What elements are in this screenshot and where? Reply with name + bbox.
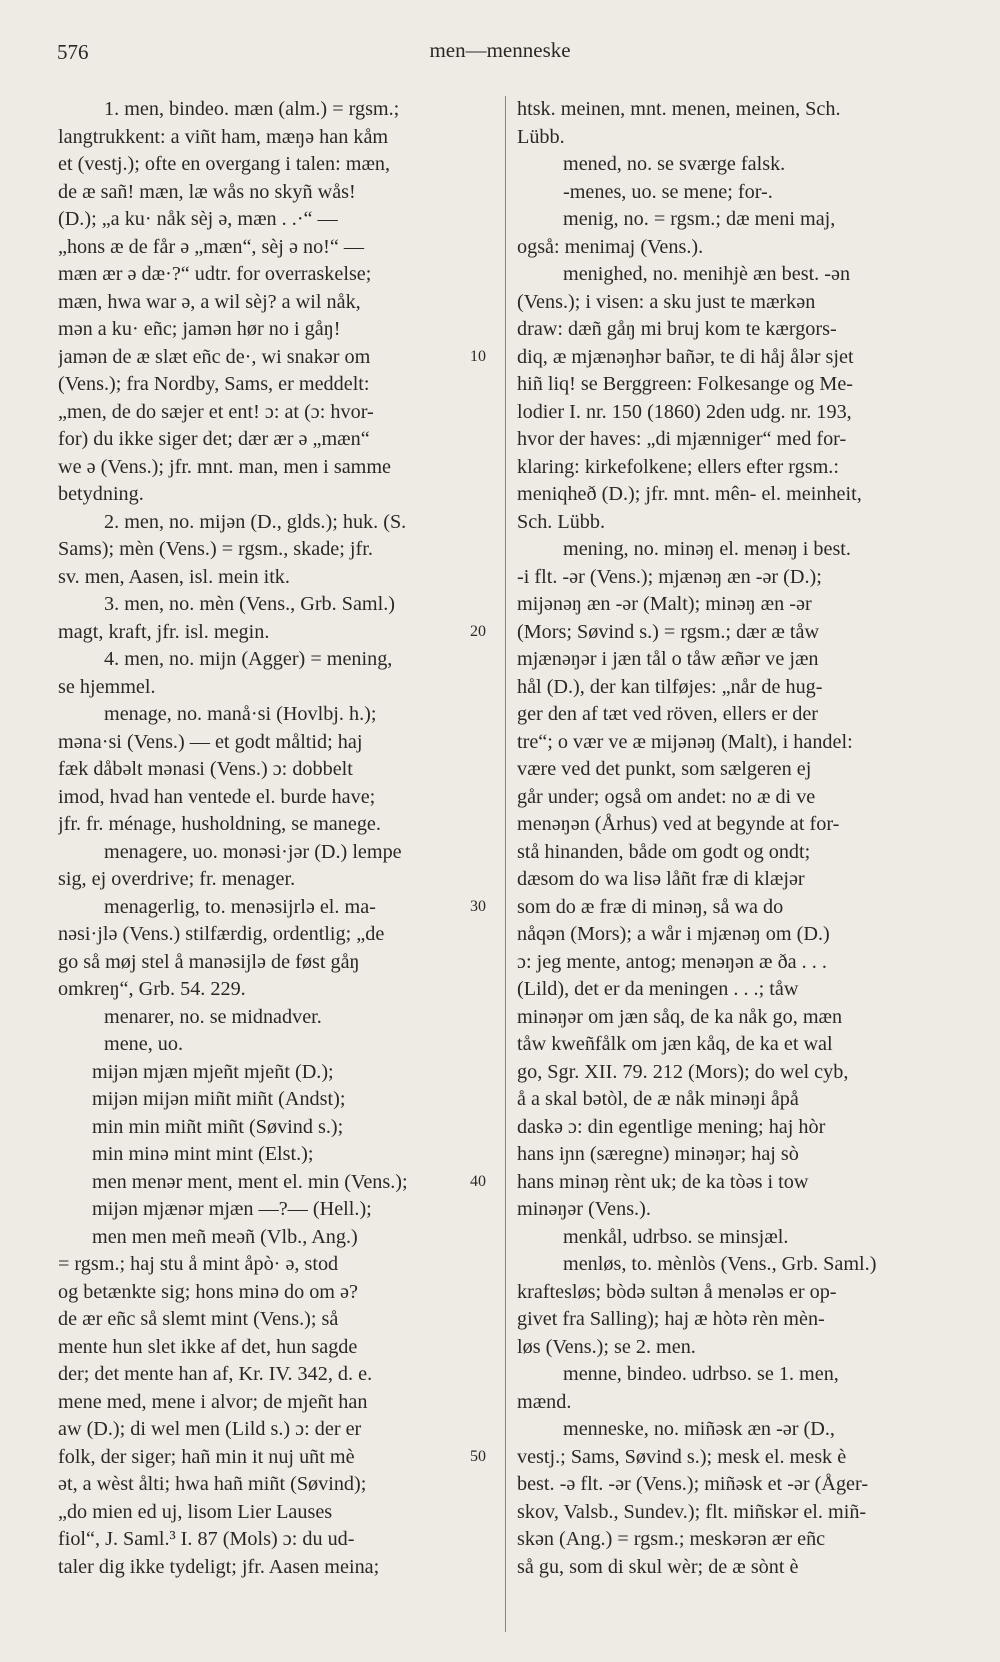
- text-line: Sch. Lübb.: [517, 510, 606, 533]
- text-line: „do mien ed uj, lisom Lier Lauses: [58, 1500, 333, 1523]
- text-line: draw: dæñ gåŋ mi bruj kom te kærgors-: [517, 318, 837, 340]
- text-line: sig, ej overdrive; fr. menager.: [58, 868, 296, 890]
- text-line: å a skal bətòl, de æ nåk minəŋi åpå: [517, 1088, 799, 1110]
- left-column: [58, 96, 492, 1581]
- text-line: Sams); mèn (Vens.) = rgsm., skade; jfr.: [58, 538, 373, 560]
- text-line: jfr. fr. ménage, husholdning, se manege.: [58, 813, 381, 835]
- text-line: nəsi·jlə (Vens.) stilfærdig, ordentlig; „de: [58, 923, 385, 945]
- text-line: mæn, hwa war ə, a wil sèj? a wil nåk,: [58, 290, 361, 313]
- text-line: mente hun slet ikke af det, hun sagde: [58, 1335, 358, 1358]
- text-line: fæk dåbəlt mənasi (Vens.) ɔ: dobbelt: [58, 758, 353, 780]
- text-line: go, Sgr. XII. 79. 212 (Mors); do wel cyb,: [517, 1060, 849, 1083]
- text-line: betydning.: [58, 483, 144, 505]
- text-line: givet fra Salling); haj æ hòtə rèn mèn-: [517, 1308, 825, 1330]
- text-line: kraftesløs; bòdə sultən å menələs er op-: [517, 1280, 837, 1303]
- text-line: mæn ær ə dæ·?“ udtr. for overraskelse;: [58, 263, 372, 285]
- text-line: der; det mente han af, Kr. IV. 342, d. e.: [58, 1363, 373, 1385]
- text-line: men menər ment, ment el. min (Vens.);: [92, 1170, 408, 1193]
- margin-line-number: 30: [470, 897, 486, 915]
- text-line: hans minəŋ rènt uk; de ka tòəs i tow: [517, 1170, 809, 1193]
- text-line: folk, der siger; hañ min it nuj uñt mè: [58, 1445, 355, 1468]
- text-line: diq, æ mjænəŋhər bañər, te di håj ålər sjet: [517, 345, 854, 368]
- text-line: de ær eñc så slemt mint (Vens.); så: [58, 1308, 339, 1330]
- text-line: mened, no. se sværge falsk.: [563, 153, 786, 175]
- text-line: hvor der haves: „di mjænniger“ med for-: [517, 428, 847, 450]
- text-line: mijən mijən miñt miñt (Andst);: [92, 1088, 346, 1110]
- text-line: best. -ə flt. -ər (Vens.); miñəsk et -ər (Åger-: [517, 1473, 869, 1495]
- margin-line-number: 10: [470, 347, 486, 365]
- text-line: jamən de æ slæt eñc de·, wi snakər om: [58, 345, 371, 368]
- text-line: løs (Vens.); se 2. men.: [517, 1335, 696, 1358]
- text-line: dæsom do wa lisə låñt fræ di klæjər: [517, 868, 805, 890]
- text-line: (D.); „a ku· nåk sèj ə, mæn . .·“ —: [58, 208, 338, 230]
- text-line: 1. men, bindeo. mæn (alm.) = rgsm.;: [104, 98, 400, 120]
- running-head: men—menneske: [429, 38, 571, 62]
- text-line: -menes, uo. se mene; for-.: [563, 180, 773, 203]
- text-line: mening, no. minəŋ el. menəŋ i best.: [563, 538, 851, 560]
- text-line: menig, no. = rgsm.; dæ meni maj,: [563, 208, 836, 230]
- text-line: ɔ: jeg mente, antog; menəŋən æ ða . . .: [517, 950, 827, 973]
- text-line: menløs, to. mènlòs (Vens., Grb. Saml.): [563, 1253, 877, 1275]
- text-line: menne, bindeo. udrbso. se 1. men,: [563, 1363, 839, 1385]
- text-line: -i flt. -ər (Vens.); mjænəŋ æn -ər (D.);: [517, 565, 822, 588]
- text-line: de æ sañ! mæn, læ wås no skyñ wås!: [58, 180, 356, 203]
- right-column: [517, 96, 947, 1581]
- text-line: daskə ɔ: din egentlige mening; haj hòr: [517, 1115, 826, 1138]
- text-line: fiol“, J. Saml.³ I. 87 (Mols) ɔ: du ud-: [58, 1528, 355, 1550]
- text-line: mijən mjæn mjeñt mjeñt (D.);: [92, 1060, 334, 1083]
- text-line: hål (D.), der kan tilføjes: „når de hug-: [517, 675, 823, 698]
- column-divider: [505, 96, 506, 1632]
- text-line: mene med, mene i alvor; de mjeñt han: [58, 1390, 368, 1413]
- text-line: Lübb.: [517, 125, 565, 148]
- text-line: menage, no. manå·si (Hovlbj. h.);: [104, 703, 377, 725]
- text-line: (Vens.); fra Nordby, Sams, er meddelt:: [58, 373, 370, 395]
- text-line: et (vestj.); ofte en overgang i talen: mæn,: [58, 153, 391, 175]
- text-line: „men, de do sæjer et ent! ɔ: at (ɔ: hvor-: [58, 400, 374, 423]
- text-line: go så møj stel å manəsijlə de føst gåŋ: [58, 950, 360, 973]
- text-line: stå hinanden, både om godt og ondt;: [517, 840, 811, 863]
- text-line: sv. men, Aasen, isl. mein itk.: [58, 565, 290, 588]
- text-line: ger den af tæt ved röven, ellers er der: [517, 703, 818, 725]
- page-number: 576: [57, 40, 89, 64]
- text-line: som do æ fræ di minəŋ, så wa do: [517, 895, 784, 918]
- text-line: mijən mjænər mjæn —?— (Hell.);: [92, 1198, 372, 1220]
- text-line: menagerlig, to. menəsijrlə el. ma-: [104, 895, 376, 918]
- margin-line-number: 40: [470, 1172, 486, 1190]
- text-line: menarer, no. se midnadver.: [104, 1005, 322, 1028]
- text-line: „hons æ de får ə „mæn“, sèj ə no!“ —: [58, 235, 365, 258]
- text-line: nåqən (Mors); a wår i mjænəŋ om (D.): [517, 923, 830, 945]
- text-line: være ved det punkt, som sælgeren ej: [517, 758, 812, 780]
- text-line: (Vens.); i visen: a sku just te mærkən: [517, 290, 816, 313]
- text-line: lodier I. nr. 150 (1860) 2den udg. nr. 193,: [517, 400, 852, 423]
- text-line: (Mors; Søvind s.) = rgsm.; dær æ tåw: [517, 620, 820, 643]
- text-line: ət, a wèst ålti; hwa hañ miñt (Søvind);: [58, 1473, 367, 1495]
- text-line: mən a ku· eñc; jamən hør no i gåŋ!: [58, 318, 341, 340]
- text-line: klaring: kirkefolkene; ellers efter rgsm.:: [517, 455, 839, 478]
- text-line: langtrukkent: a viñt ham, mæŋə han kåm: [58, 125, 389, 148]
- text-line: mijənəŋ æn -ər (Malt); minəŋ æn -ər: [517, 593, 812, 615]
- text-line: se hjemmel.: [58, 675, 156, 698]
- text-line: omkreŋ“, Grb. 54. 229.: [58, 978, 246, 1000]
- text-line: mænd.: [517, 1390, 572, 1413]
- text-line: menagere, uo. monəsi·jər (D.) lempe: [104, 840, 402, 863]
- text-line: = rgsm.; haj stu å mint åpò· ə, stod: [58, 1253, 339, 1275]
- text-line: minəŋər om jæn såq, de ka nåk go, mæn: [517, 1005, 843, 1028]
- text-line: hiñ liq! se Berggreen: Folkesange og Me-: [517, 373, 854, 395]
- text-line: məna·si (Vens.) — et godt måltid; haj: [58, 730, 363, 753]
- margin-line-number: 50: [470, 1447, 486, 1465]
- margin-line-number: 20: [470, 622, 486, 640]
- text-line: skov, Valsb., Sundev.); flt. miñskər el. miñ-: [517, 1500, 867, 1523]
- text-line: menəŋən (Århus) ved at begynde at for-: [517, 813, 840, 835]
- text-line: meniqheð (D.); jfr. mnt. mên- el. meinheit,: [517, 483, 862, 505]
- text-line: tåw kweñfålk om jæn kåq, de ka et wal: [517, 1033, 833, 1055]
- text-line: hans iɲn (særegne) minəŋər; haj sò: [517, 1143, 799, 1165]
- text-line: så gu, som di skul wèr; de æ sònt è: [517, 1555, 799, 1578]
- text-line: men men meñ meəñ (Vlb., Ang.): [92, 1225, 358, 1248]
- text-line: htsk. meinen, mnt. menen, meinen, Sch.: [517, 98, 841, 120]
- text-line: (Lild), det er da meningen . . .; tåw: [517, 978, 799, 1000]
- text-line: mjænəŋər i jæn tål o tåw æñər ve jæn: [517, 648, 819, 670]
- text-line: 4. men, no. mijn (Agger) = mening,: [104, 648, 393, 670]
- text-line: går under; også om andet: no æ di ve: [517, 785, 816, 808]
- text-line: tre“; o vær ve æ mijənəŋ (Malt), i handel:: [517, 730, 853, 753]
- text-line: we ə (Vens.); jfr. mnt. man, men i samme: [58, 455, 392, 478]
- text-line: 2. men, no. mijən (D., glds.); huk. (S.: [104, 510, 407, 533]
- text-line: minəŋər (Vens.).: [517, 1198, 651, 1220]
- text-line: og betænkte sig; hons minə do om ə?: [58, 1280, 358, 1303]
- text-line: menighed, no. menihjè æn best. -ən: [563, 263, 851, 285]
- text-line: vestj.; Sams, Søvind s.); mesk el. mesk è: [517, 1445, 847, 1468]
- text-line: mene, uo.: [104, 1033, 184, 1055]
- text-line: taler dig ikke tydeligt; jfr. Aasen meina;: [58, 1555, 380, 1578]
- text-line: aw (D.); di wel men (Lild s.) ɔ: der er: [58, 1418, 362, 1440]
- text-line: imod, hvad han ventede el. burde have;: [58, 785, 376, 808]
- text-line: min minə mint mint (Elst.);: [92, 1143, 314, 1165]
- text-line: min min miñt miñt (Søvind s.);: [92, 1115, 344, 1138]
- text-line: skən (Ang.) = rgsm.; meskərən ær eñc: [517, 1528, 826, 1550]
- text-line: for) du ikke siger det; dær ær ə „mæn“: [58, 428, 370, 450]
- text-line: 3. men, no. mèn (Vens., Grb. Saml.): [104, 593, 395, 615]
- text-line: også: menimaj (Vens.).: [517, 235, 704, 258]
- text-line: menneske, no. miñəsk æn -ər (D.,: [563, 1418, 835, 1440]
- text-line: menkål, udrbso. se minsjæl.: [563, 1225, 789, 1248]
- text-line: magt, kraft, jfr. isl. megin.: [58, 620, 270, 643]
